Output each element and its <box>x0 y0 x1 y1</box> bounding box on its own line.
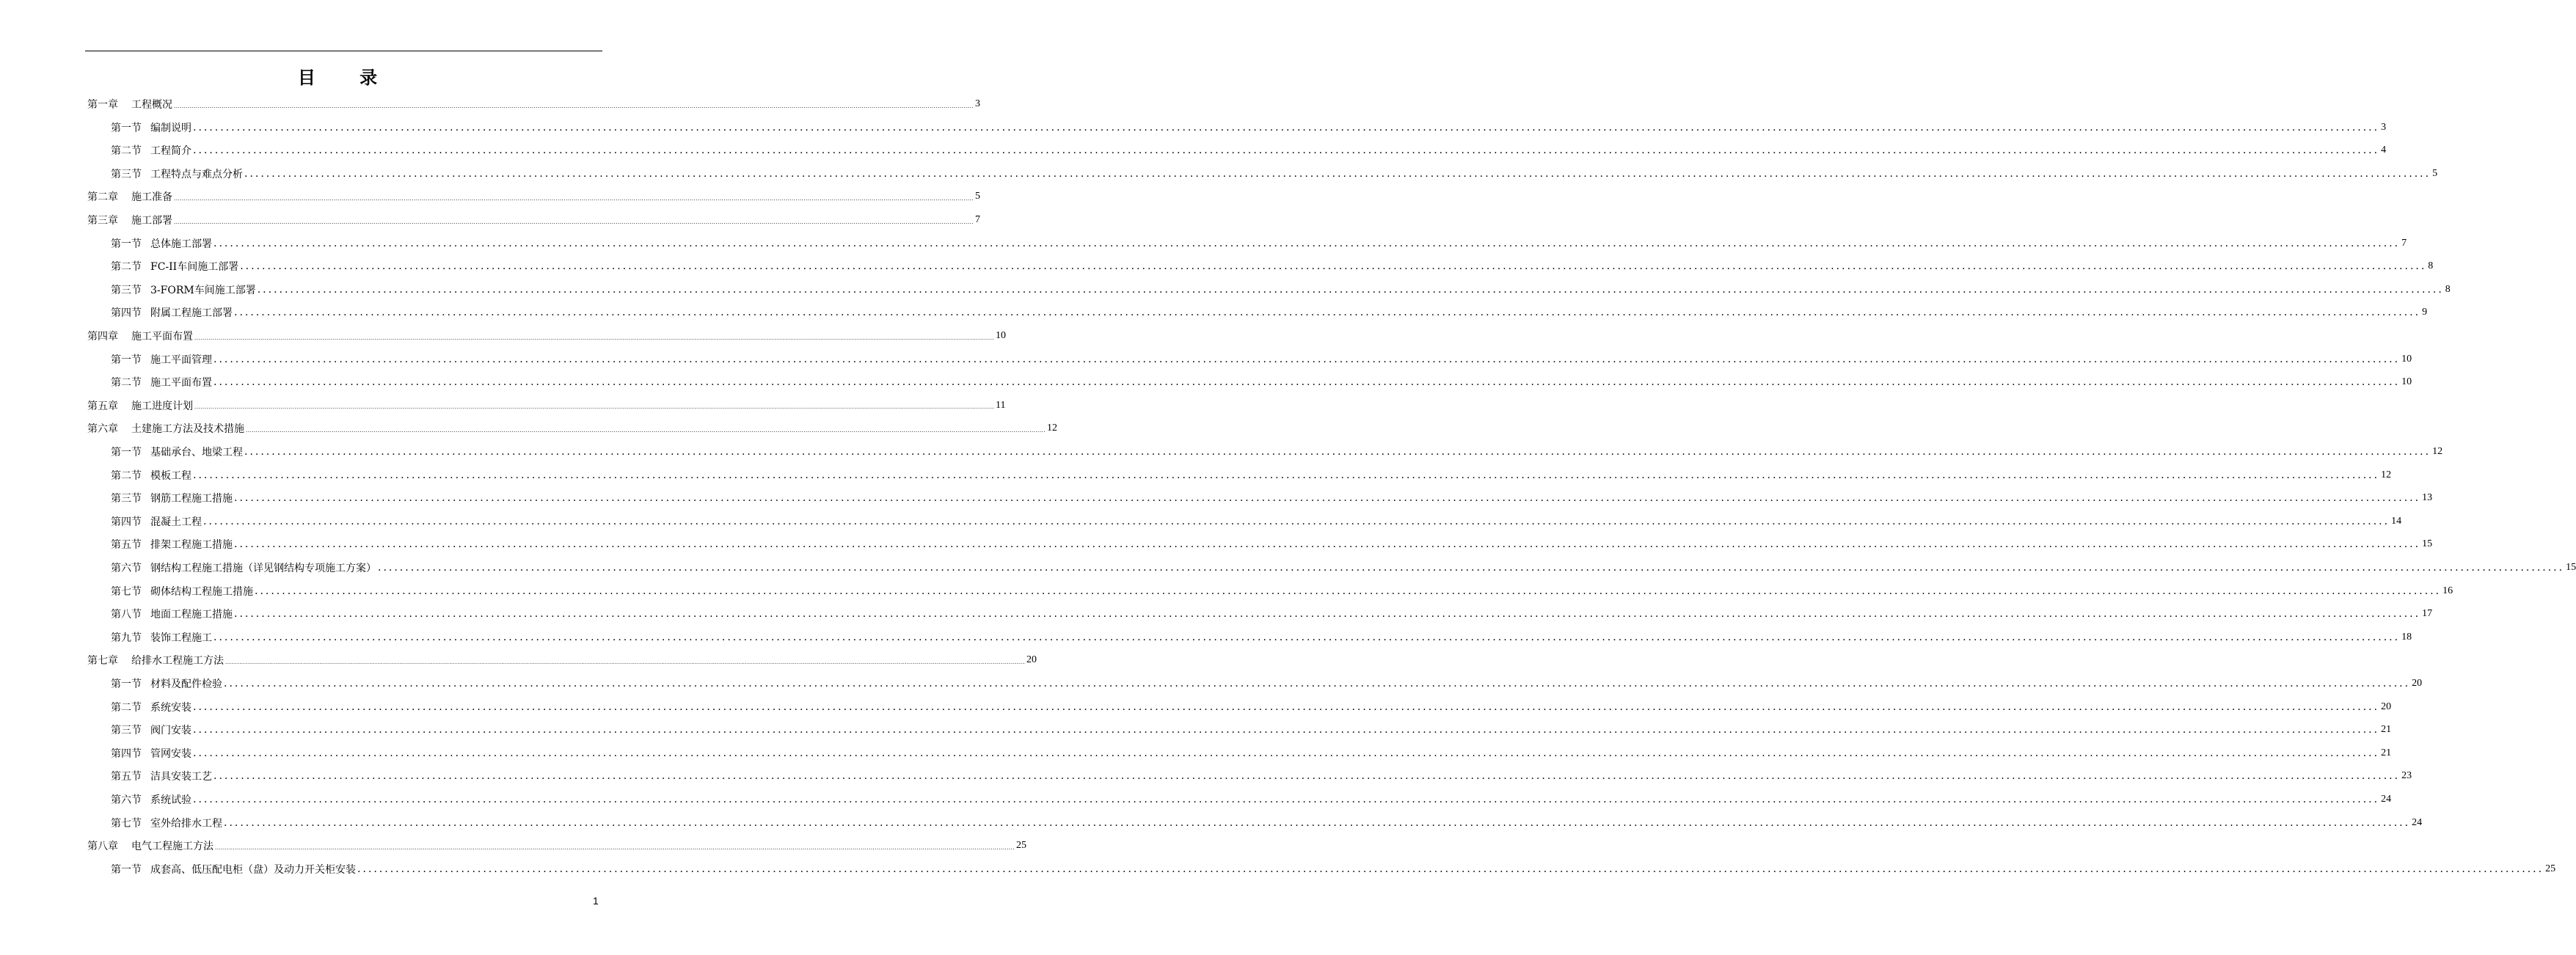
toc-entry-page: 12 <box>1047 422 1058 434</box>
toc-entry-title: 给排水工程施工方法 <box>131 655 224 667</box>
toc-entry-title: 钢结构工程施工措施（详见钢结构专项施工方案） <box>150 563 376 574</box>
toc-section-entry[interactable] <box>111 582 2453 600</box>
toc-entry-page: 14 <box>2391 515 2402 527</box>
toc-entry-label: 第二节 <box>111 145 142 158</box>
toc-section-entry[interactable] <box>111 767 2412 785</box>
toc-dot-leader: ................................................................................................................................................................................................................................................................................................................................................................................................................ <box>214 631 2401 643</box>
toc-chapter-entry[interactable] <box>87 327 1007 345</box>
toc-dot-leader: ................................................................................................................................................................................................................................................................................................................................................................................................................ <box>257 283 2444 296</box>
toc-entry-page: 18 <box>2401 631 2412 643</box>
toc-dot-leader: ................................................................................................................................................................................................................................................................................................................................................................................................................ <box>244 167 2431 180</box>
toc-entry-page: 5 <box>2432 167 2438 179</box>
toc-section-entry[interactable] <box>111 257 2434 275</box>
toc-entry-page: 25 <box>1016 840 1027 852</box>
toc-dot-leader: ................................................................................................................................................................................................................................................................................................................................................................................................................ <box>234 492 2421 505</box>
toc-section-entry[interactable] <box>111 119 2387 136</box>
toc-entry-label: 第四节 <box>111 307 142 320</box>
toc-entry-page: 12 <box>2381 469 2392 480</box>
toc-entry-title: 砌体结构工程施工措施 <box>150 585 253 598</box>
toc-section-entry[interactable] <box>111 698 2392 716</box>
toc-dot-leader: ................................................................................................................................................................................................................................................................................................................................................................................................................ <box>244 446 2431 458</box>
toc-dot-leader: ................................................................................................................................................................................................................................................................................................................................................................................................................ <box>214 376 2401 389</box>
toc-entry-title: FC-II车间施工部署 <box>150 261 239 274</box>
toc-entry-title: 排架工程施工措施 <box>150 539 233 552</box>
toc-dot-leader: ................................................................................................................................................................................................................................................................................................................................................................................................................ <box>240 260 2427 273</box>
toc-dot-leader: ................................................................................................................................................................................................................................................................................................................................................................................................................ <box>214 237 2401 249</box>
toc-entry-page: 20 <box>2381 700 2392 712</box>
toc-entry-title: 总体施工部署 <box>150 238 212 250</box>
toc-entry-title: 土建施工方法及技术措施 <box>131 423 244 436</box>
toc-section-entry[interactable] <box>111 744 2392 762</box>
toc-entry-label: 第二章 <box>87 191 118 204</box>
toc-section-entry[interactable] <box>111 142 2387 159</box>
toc-entry-label: 第一节 <box>111 354 142 366</box>
toc-entry-page: 12 <box>2432 446 2443 457</box>
toc-entry-title: 系统试验 <box>150 794 191 806</box>
toc-entry-title: 施工平面布置 <box>131 331 193 343</box>
toc-dot-leader: ................................................................................................................................................................................................................................................................................................................................................................................................................ <box>194 404 995 411</box>
toc-dot-leader: ................................................................................................................................................................................................................................................................................................................................................................................................................ <box>234 307 2421 319</box>
toc-entry-title: 工程特点与难点分析 <box>150 168 243 180</box>
toc-entry-title: 系统安装 <box>150 701 191 714</box>
toc-section-entry[interactable] <box>111 513 2402 530</box>
toc-section-entry[interactable] <box>111 304 2428 321</box>
toc-entry-title: 模板工程 <box>150 469 191 482</box>
toc-section-entry[interactable] <box>111 351 2412 368</box>
toc-entry-label: 第五节 <box>111 771 142 783</box>
toc-entry-page: 11 <box>996 399 1006 411</box>
toc-entry-label: 第三节 <box>111 168 142 180</box>
toc-entry-page: 23 <box>2401 770 2412 782</box>
toc-entry-label: 第三节 <box>111 725 142 737</box>
toc-dot-leader: ................................................................................................................................................................................................................................................................................................................................................................................................................ <box>378 562 2565 574</box>
toc-chapter-entry[interactable] <box>87 188 981 205</box>
toc-section-entry[interactable] <box>111 860 2556 878</box>
toc-dot-leader: ................................................................................................................................................................................................................................................................................................................................................................................................................ <box>234 538 2421 551</box>
toc-entry-title: 工程简介 <box>150 145 191 158</box>
toc-entry-title: 电气工程施工方法 <box>131 841 214 853</box>
toc-entry-label: 第四节 <box>111 747 142 760</box>
toc-entry-page: 20 <box>1026 654 1037 666</box>
toc-entry-label: 第三节 <box>111 284 142 296</box>
toc-dot-leader: ................................................................................................................................................................................................................................................................................................................................................................................................................ <box>214 770 2401 783</box>
toc-entry-label: 第七章 <box>87 655 118 667</box>
toc-entry-title: 装饰工程施工 <box>150 632 212 644</box>
toc-entry-label: 第九节 <box>111 632 142 644</box>
toc-entry-label: 第七节 <box>111 585 142 598</box>
toc-section-entry[interactable] <box>111 791 2392 808</box>
toc-entry-page: 15 <box>2566 562 2576 573</box>
toc-entry-title: 管网安装 <box>150 747 191 760</box>
toc-dot-leader: ................................................................................................................................................................................................................................................................................................................................................................................................................ <box>193 121 2380 133</box>
toc-title: 目 录 <box>297 67 397 88</box>
toc-entry-title: 工程概况 <box>131 99 172 111</box>
toc-section-entry[interactable] <box>111 605 2433 623</box>
toc-entry-label: 第三节 <box>111 493 142 505</box>
toc-section-entry[interactable] <box>111 489 2433 507</box>
toc-entry-label: 第四节 <box>111 516 142 528</box>
toc-entry-title: 钢筋工程施工措施 <box>150 493 233 505</box>
page-number: 1 <box>593 895 599 907</box>
toc-dot-leader: ................................................................................................................................................................................................................................................................................................................................................................................................................ <box>224 816 2411 829</box>
toc-entry-label: 第二节 <box>111 469 142 482</box>
toc-entry-title: 施工准备 <box>131 191 172 204</box>
toc-chapter-entry[interactable] <box>87 651 1037 669</box>
toc-entry-label: 第二节 <box>111 377 142 389</box>
toc-entry-label: 第六节 <box>111 563 142 574</box>
toc-dot-leader: ................................................................................................................................................................................................................................................................................................................................................................................................................ <box>193 794 2380 805</box>
toc-entry-page: 24 <box>2381 794 2392 805</box>
toc-entry-label: 第七节 <box>111 817 142 830</box>
toc-entry-label: 第二节 <box>111 701 142 714</box>
toc-dot-leader: ................................................................................................................................................................................................................................................................................................................................................................................................................ <box>214 353 2401 365</box>
toc-section-entry[interactable] <box>111 466 2392 484</box>
toc-entry-label: 第一节 <box>111 238 142 250</box>
toc-entry-page: 10 <box>2401 376 2412 388</box>
toc-entry-page: 17 <box>2422 608 2433 620</box>
toc-entry-page: 7 <box>2401 237 2407 249</box>
toc-entry-title: 材料及配件检验 <box>150 678 222 690</box>
toc-dot-leader: ................................................................................................................................................................................................................................................................................................................................................................................................................ <box>255 585 2442 597</box>
toc-section-entry[interactable] <box>111 675 2423 692</box>
toc-chapter-entry[interactable] <box>87 211 981 229</box>
toc-entry-page: 5 <box>975 191 981 202</box>
toc-entry-page: 21 <box>2381 747 2392 758</box>
toc-section-entry[interactable] <box>111 721 2392 739</box>
toc-dot-leader: ................................................................................................................................................................................................................................................................................................................................................................................................................ <box>174 195 974 202</box>
toc-section-entry[interactable] <box>111 281 2451 299</box>
toc-entry-title: 施工平面管理 <box>150 354 212 366</box>
toc-entry-page: 24 <box>2412 816 2423 828</box>
toc-entry-title: 混凝土工程 <box>150 516 202 528</box>
toc-entry-label: 第一节 <box>111 678 142 690</box>
toc-chapter-entry[interactable] <box>87 397 1006 414</box>
toc-entry-page: 4 <box>2381 144 2387 156</box>
toc-entry-title: 成套高、低压配电柜（盘）及动力开关柜安装 <box>150 863 356 876</box>
toc-entry-label: 第一章 <box>87 99 118 111</box>
toc-dot-leader: ................................................................................................................................................................................................................................................................................................................................................................................................................ <box>357 863 2544 875</box>
toc-entry-label: 第一节 <box>111 122 142 134</box>
toc-entry-label: 第四章 <box>87 331 118 343</box>
toc-entry-title: 阀门安装 <box>150 725 191 737</box>
toc-section-entry[interactable] <box>111 814 2423 832</box>
toc-entry-title: 施工平面布置 <box>150 377 212 389</box>
toc-entry-label: 第三章 <box>87 215 118 227</box>
toc-entry-page: 10 <box>996 330 1007 341</box>
toc-entry-title: 室外给排水工程 <box>150 817 222 830</box>
toc-dot-leader: ................................................................................................................................................................................................................................................................................................................................................................................................................ <box>215 844 1015 851</box>
toc-entry-page: 3 <box>975 98 981 109</box>
toc-section-entry[interactable] <box>111 165 2438 183</box>
toc-entry-label: 第一节 <box>111 863 142 876</box>
toc-entry-title: 施工进度计划 <box>131 400 193 412</box>
toc-chapter-entry[interactable] <box>87 420 1058 437</box>
toc-entry-page: 16 <box>2442 585 2453 596</box>
toc-dot-leader: ................................................................................................................................................................................................................................................................................................................................................................................................................ <box>174 219 974 225</box>
toc-dot-leader: ................................................................................................................................................................................................................................................................................................................................................................................................................ <box>224 678 2411 689</box>
toc-chapter-entry[interactable] <box>87 837 1027 855</box>
toc-dot-leader: ................................................................................................................................................................................................................................................................................................................................................................................................................ <box>193 144 2380 157</box>
toc-entry-label: 第五节 <box>111 539 142 552</box>
toc-dot-leader: ................................................................................................................................................................................................................................................................................................................................................................................................................ <box>194 334 995 341</box>
toc-entry-label: 第二节 <box>111 261 142 274</box>
toc-dot-leader: ................................................................................................................................................................................................................................................................................................................................................................................................................ <box>234 608 2421 621</box>
toc-entry-title: 编制说明 <box>150 122 191 134</box>
toc-section-entry[interactable] <box>111 535 2433 553</box>
toc-entry-label: 第六章 <box>87 423 118 436</box>
toc-entry-page: 20 <box>2412 678 2423 689</box>
toc-entry-page: 25 <box>2545 863 2556 874</box>
toc-dot-leader: ................................................................................................................................................................................................................................................................................................................................................................................................................ <box>193 469 2380 481</box>
toc-entry-page: 13 <box>2422 492 2433 504</box>
toc-section-entry[interactable] <box>111 235 2407 252</box>
toc-entry-label: 第八章 <box>87 841 118 853</box>
toc-dot-leader: ................................................................................................................................................................................................................................................................................................................................................................................................................ <box>174 103 974 109</box>
toc-entry-title: 3-FORM车间施工部署 <box>150 284 256 296</box>
toc-entry-title: 洁具安装工艺 <box>150 771 212 783</box>
toc-section-entry[interactable] <box>111 629 2412 646</box>
toc-dot-leader: ................................................................................................................................................................................................................................................................................................................................................................................................................ <box>193 747 2380 759</box>
toc-entry-title: 地面工程施工措施 <box>150 609 233 621</box>
toc-entry-label: 第一节 <box>111 447 142 458</box>
toc-entry-page: 8 <box>2445 283 2451 295</box>
toc-section-entry[interactable] <box>111 443 2443 461</box>
toc-dot-leader: ................................................................................................................................................................................................................................................................................................................................................................................................................ <box>203 515 2390 527</box>
toc-entry-page: 8 <box>2428 260 2434 272</box>
toc-entry-title: 基础承台、地梁工程 <box>150 447 243 458</box>
toc-entry-page: 21 <box>2381 724 2392 736</box>
toc-entry-title: 附属工程施工部署 <box>150 307 233 320</box>
toc-section-entry[interactable] <box>111 559 2576 577</box>
toc-dot-leader: ................................................................................................................................................................................................................................................................................................................................................................................................................ <box>225 659 1026 665</box>
toc-entry-label: 第五章 <box>87 400 118 412</box>
toc-dot-leader: ................................................................................................................................................................................................................................................................................................................................................................................................................ <box>193 700 2380 713</box>
toc-entry-page: 9 <box>2422 307 2428 318</box>
toc-entry-label: 第六节 <box>111 794 142 806</box>
toc-entry-page: 3 <box>2381 121 2387 133</box>
toc-dot-leader: ................................................................................................................................................................................................................................................................................................................................................................................................................ <box>193 724 2380 736</box>
toc-section-entry[interactable] <box>111 373 2412 391</box>
toc-entry-page: 10 <box>2401 353 2412 365</box>
toc-entry-page: 15 <box>2422 538 2433 550</box>
toc-chapter-entry[interactable] <box>87 95 981 113</box>
toc-entry-title: 施工部署 <box>131 215 172 227</box>
toc-entry-label: 第八节 <box>111 609 142 621</box>
toc-entry-page: 7 <box>975 214 981 225</box>
toc-dot-leader: ................................................................................................................................................................................................................................................................................................................................................................................................................ <box>246 427 1046 433</box>
